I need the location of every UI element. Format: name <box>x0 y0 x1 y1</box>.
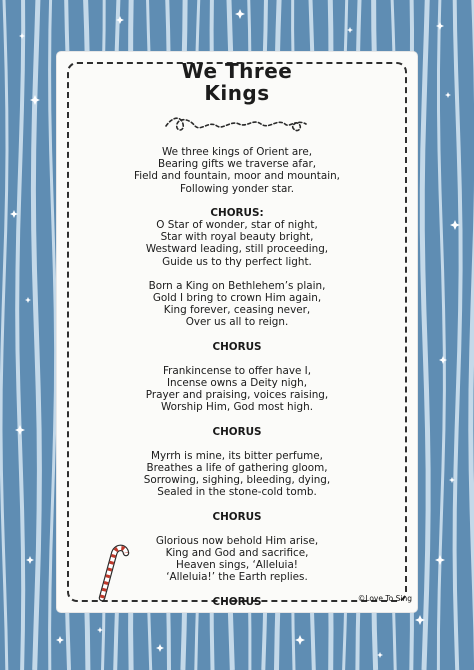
lyric-line: O Star of wonder, star of night, <box>156 219 318 232</box>
chorus-reference: CHORUS <box>212 595 262 608</box>
lyric-line: Over us all to reign. <box>185 316 289 329</box>
verse-1 <box>80 146 394 195</box>
lyric-line: Star with royal beauty bright, <box>160 231 314 244</box>
lyric-line: Bearing gifts we traverse afar, <box>157 158 317 171</box>
chorus-label: CHORUS: <box>210 206 264 219</box>
lyric-line: Following yonder star. <box>179 182 295 195</box>
lyric-line: Heaven sings, ‘Alleluia! <box>176 559 298 572</box>
chorus <box>80 207 394 268</box>
verse-2 <box>80 280 394 329</box>
lyric-line: ‘Alleluia!’ the Earth replies. <box>166 571 308 584</box>
lyric-line: Incense owns a Deity nigh, <box>166 377 308 390</box>
lyric-line: King forever, ceasing never, <box>163 304 311 317</box>
copyright-notice: ©Love To Sing <box>357 594 412 603</box>
lyric-line: Myrrh is mine, its bitter perfume, <box>151 449 323 462</box>
decorative-swirl-icon <box>161 112 311 138</box>
lyric-line: Gold I bring to crown Him again, <box>152 292 322 305</box>
lyric-line: Breathes a life of gathering gloom, <box>146 462 328 475</box>
title-line-2: Kings <box>204 81 270 105</box>
lyric-line: Born a King on Bethlehem’s plain, <box>148 279 326 292</box>
chorus-reference: CHORUS <box>212 340 262 353</box>
lyric-line: Sealed in the stone-cold tomb. <box>157 486 317 499</box>
candy-cane-icon <box>92 540 132 602</box>
lyric-line: We three kings of Orient are, <box>161 146 313 158</box>
lyric-line: Worship Him, God most high. <box>160 401 314 414</box>
lyric-line: Guide us to thy perfect light. <box>162 255 312 268</box>
lyric-line: Glorious now behold Him arise, <box>155 534 319 547</box>
lyric-line: Field and fountain, moor and mountain, <box>134 170 340 183</box>
lyric-line: Westward leading, still proceeding, <box>145 243 329 256</box>
lyric-line: Prayer and praising, voices raising, <box>145 389 329 402</box>
chorus-reference: CHORUS <box>212 510 262 523</box>
verse-4 <box>80 450 394 499</box>
title-line-1: We Three <box>181 59 293 83</box>
lyric-line: Sorrowing, sighing, bleeding, dying, <box>143 474 331 487</box>
song-title <box>0 60 474 104</box>
verse-3 <box>80 365 394 414</box>
lyric-line: King and God and sacrifice, <box>165 547 309 560</box>
chorus-reference: CHORUS <box>212 425 262 438</box>
lyric-line: Frankincense to offer have I, <box>162 364 312 377</box>
